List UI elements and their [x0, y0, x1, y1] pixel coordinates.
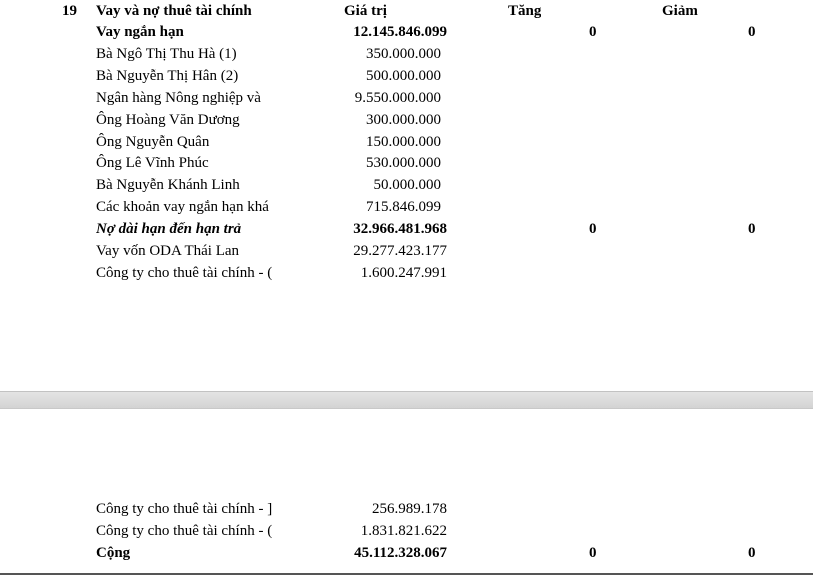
row-value: 50.000.000 [373, 177, 441, 193]
row-label: Ông Hoàng Văn Dương [96, 112, 240, 128]
row-increase: 0 [589, 24, 597, 40]
total-increase: 0 [589, 545, 597, 561]
row-label: Các khoản vay ngắn hạn khá [96, 199, 269, 215]
row-decrease: 0 [748, 221, 756, 237]
column-header-increase: Tăng [508, 3, 542, 19]
row-value: 150.000.000 [366, 134, 441, 150]
row-label: Công ty cho thuê tài chính - ] [96, 501, 273, 517]
row-value: 1.600.247.991 [360, 265, 447, 281]
row-value: 715.846.099 [366, 199, 441, 215]
row-value: 29.277.423.177 [353, 243, 447, 259]
section-title: Vay và nợ thuê tài chính [96, 3, 252, 19]
row-value: 32.966.481.968 [353, 221, 447, 237]
row-value: 530.000.000 [366, 155, 441, 171]
row-label: Công ty cho thuê tài chính - ( [96, 523, 273, 539]
row-label: Ông Lê Vĩnh Phúc [96, 155, 209, 171]
total-decrease: 0 [748, 545, 756, 561]
row-value: 256.989.178 [372, 501, 447, 517]
row-label: Vay ngắn hạn [96, 24, 184, 40]
row-label: Bà Nguyễn Khánh Linh [96, 177, 240, 193]
row-label: Ông Nguyễn Quân [96, 134, 210, 150]
row-label: Nợ dài hạn đến hạn trả [96, 221, 242, 237]
page-separator [0, 391, 813, 409]
row-value: 9.550.000.000 [354, 90, 441, 106]
row-label: Bà Ngô Thị Thu Hà (1) [96, 46, 237, 62]
row-value: 300.000.000 [366, 112, 441, 128]
row-value: 350.000.000 [366, 46, 441, 62]
total-label: Cộng [96, 545, 131, 561]
row-label: Bà Nguyễn Thị Hân (2) [96, 68, 239, 84]
row-label: Công ty cho thuê tài chính - ( [96, 265, 273, 281]
row-decrease: 0 [748, 24, 756, 40]
row-value: 12.145.846.099 [353, 24, 447, 40]
column-header-decrease: Giảm [662, 3, 698, 19]
row-label: Ngân hàng Nông nghiệp và [96, 90, 261, 106]
row-value: 500.000.000 [366, 68, 441, 84]
row-value: 1.831.821.622 [360, 523, 447, 539]
total-value: 45.112.328.067 [354, 545, 447, 561]
bottom-border [0, 573, 813, 575]
column-header-value: Giá trị [344, 3, 387, 19]
row-increase: 0 [589, 221, 597, 237]
section-number: 19 [62, 3, 77, 19]
row-label: Vay vốn ODA Thái Lan [96, 243, 240, 259]
